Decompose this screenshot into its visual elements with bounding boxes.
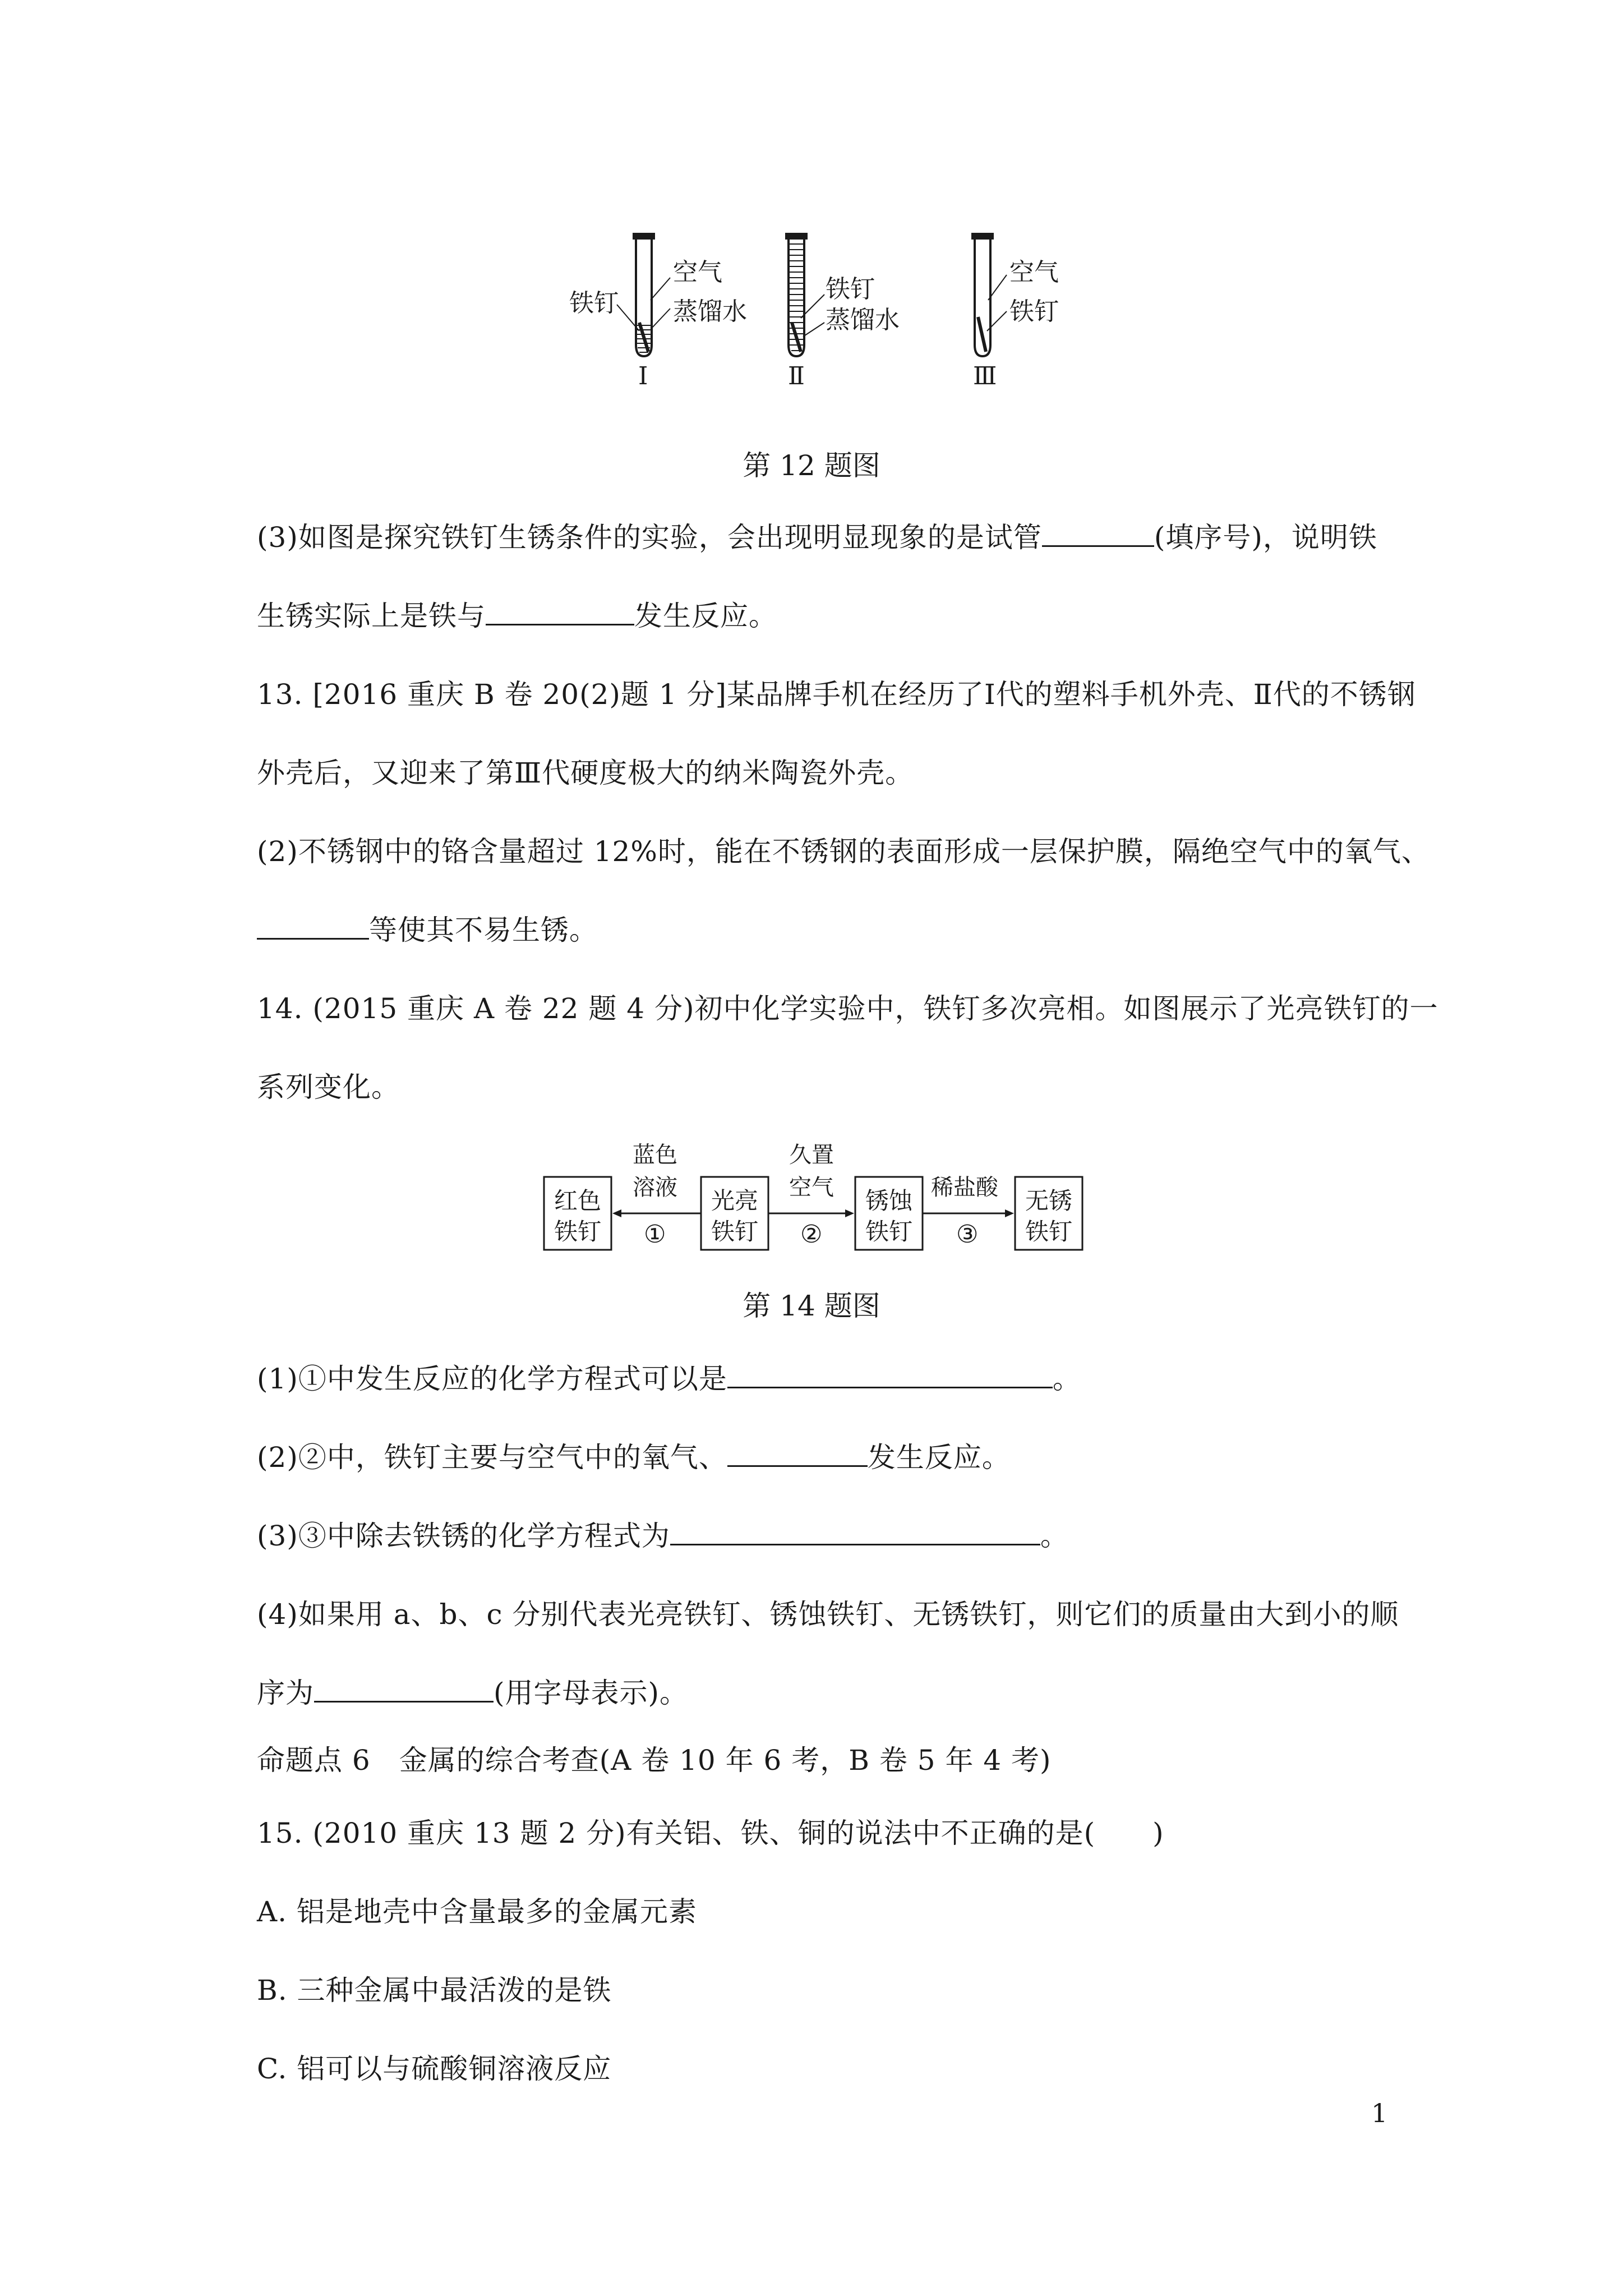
svg-text:③: ③: [956, 1220, 979, 1249]
q15-stem: 15. (2010 重庆 13 题 2 分)有关铝、铁、铜的说法中不正确的是( ): [257, 1817, 1164, 1849]
tube-1-nail-label: 铁钉: [569, 289, 619, 318]
answer-blank[interactable]: [257, 915, 369, 940]
tube-2-roman: Ⅱ: [788, 362, 805, 390]
q13-line2: 外壳后，又迎来了第Ⅲ代硬度极大的纳米陶瓷外壳。: [257, 757, 914, 789]
figure-12-caption: 第 12 题图: [743, 449, 880, 482]
figure-12-test-tubes: [561, 222, 1066, 390]
q14-part2: (2)②中，铁钉主要与空气中的氧气、 发生反应。: [257, 1441, 1011, 1474]
q14-part3: (3)③中除去铁锈的化学方程式为 。: [257, 1520, 1069, 1552]
tube-1-roman: Ⅰ: [638, 362, 648, 390]
svg-text:光亮: 光亮: [711, 1187, 759, 1214]
q14-part4-line2: 序为 (用字母表示)。: [257, 1677, 689, 1709]
q15-option-c[interactable]: C. 铝可以与硫酸铜溶液反应: [257, 2053, 612, 2085]
figure-14-flow: [538, 1139, 1099, 1257]
tube-1: [617, 233, 670, 356]
svg-text:②: ②: [800, 1220, 823, 1249]
q13-line4: 等使其不易生锈。: [257, 913, 598, 947]
answer-blank[interactable]: [314, 1678, 494, 1703]
q15-option-b[interactable]: B. 三种金属中最活泼的是铁: [257, 1974, 612, 2007]
svg-text:铁钉: 铁钉: [554, 1218, 602, 1245]
q14-part4-line1: (4)如果用 a、b、c 分别代表光亮铁钉、锈蚀铁钉、无锈铁钉，则它们的质量由大到小的顺: [257, 1598, 1399, 1631]
svg-text:空气: 空气: [789, 1175, 834, 1200]
q13-line3: (2)不锈钢中的铬含量超过 12%时，能在不锈钢的表面形成一层保护膜，隔绝空气中的氧气、: [257, 835, 1430, 868]
arrow-3: [923, 1209, 1014, 1217]
answer-blank[interactable]: [1042, 523, 1154, 547]
tube-3-air-label: 空气: [1009, 258, 1059, 287]
svg-text:红色: 红色: [554, 1187, 602, 1214]
arrow-2: [768, 1209, 854, 1217]
q15-option-a[interactable]: A. 铝是地壳中含量最多的金属元素: [257, 1895, 697, 1928]
figure-14-caption: 第 14 题图: [743, 1290, 880, 1322]
page-number: 1: [1371, 2098, 1388, 2128]
q14-line2: 系列变化。: [257, 1071, 400, 1103]
tube-3-roman: Ⅲ: [973, 362, 997, 390]
svg-text:久置: 久置: [789, 1142, 834, 1168]
tube-3: [971, 233, 1007, 356]
arrow-1: [612, 1209, 701, 1217]
tube-1-air-label: 空气: [673, 258, 722, 287]
q14-part1: (1)①中发生反应的化学方程式可以是 。: [257, 1363, 1081, 1395]
q12-part3-line2: 生锈实际上是铁与 发生反应。: [257, 600, 777, 632]
q12-part3-line1: (3)如图是探究铁钉生锈条件的实验，会出现明显现象的是试管 (填序号)，说明铁: [257, 521, 1377, 554]
svg-text:铁钉: 铁钉: [865, 1218, 913, 1245]
answer-blank[interactable]: [727, 1443, 868, 1467]
svg-text:铁钉: 铁钉: [1025, 1218, 1073, 1245]
tube-2-water-label: 蒸馏水: [826, 306, 900, 334]
svg-text:铁钉: 铁钉: [711, 1218, 759, 1245]
q14-line1: 14. (2015 重庆 A 卷 22 题 4 分)初中化学实验中，铁钉多次亮相。如图展示了光亮铁钉的一: [257, 992, 1438, 1025]
svg-text:锈蚀: 锈蚀: [865, 1187, 913, 1214]
section-heading: 命题点 6 金属的综合考查(A 卷 10 年 6 考，B 卷 5 年 4 考): [257, 1744, 1052, 1777]
answer-blank[interactable]: [486, 601, 634, 625]
tube-2: [785, 233, 824, 356]
tube-1-water-label: 蒸馏水: [673, 297, 747, 326]
answer-blank[interactable]: [727, 1364, 1053, 1388]
svg-text:稀盐酸: 稀盐酸: [931, 1175, 998, 1200]
tube-3-nail-label: 铁钉: [1009, 297, 1059, 326]
svg-text:①: ①: [644, 1220, 666, 1249]
svg-text:溶液: 溶液: [633, 1175, 677, 1200]
q13-line1: 13. [2016 重庆 B 卷 20(2)题 1 分]某品牌手机在经历了Ⅰ代的塑料手机外壳、Ⅱ代的不锈钢: [257, 678, 1416, 711]
svg-text:蓝色: 蓝色: [633, 1142, 677, 1168]
tube-2-nail-label: 铁钉: [826, 275, 875, 303]
svg-text:无锈: 无锈: [1025, 1187, 1073, 1214]
answer-blank[interactable]: [670, 1521, 1040, 1545]
